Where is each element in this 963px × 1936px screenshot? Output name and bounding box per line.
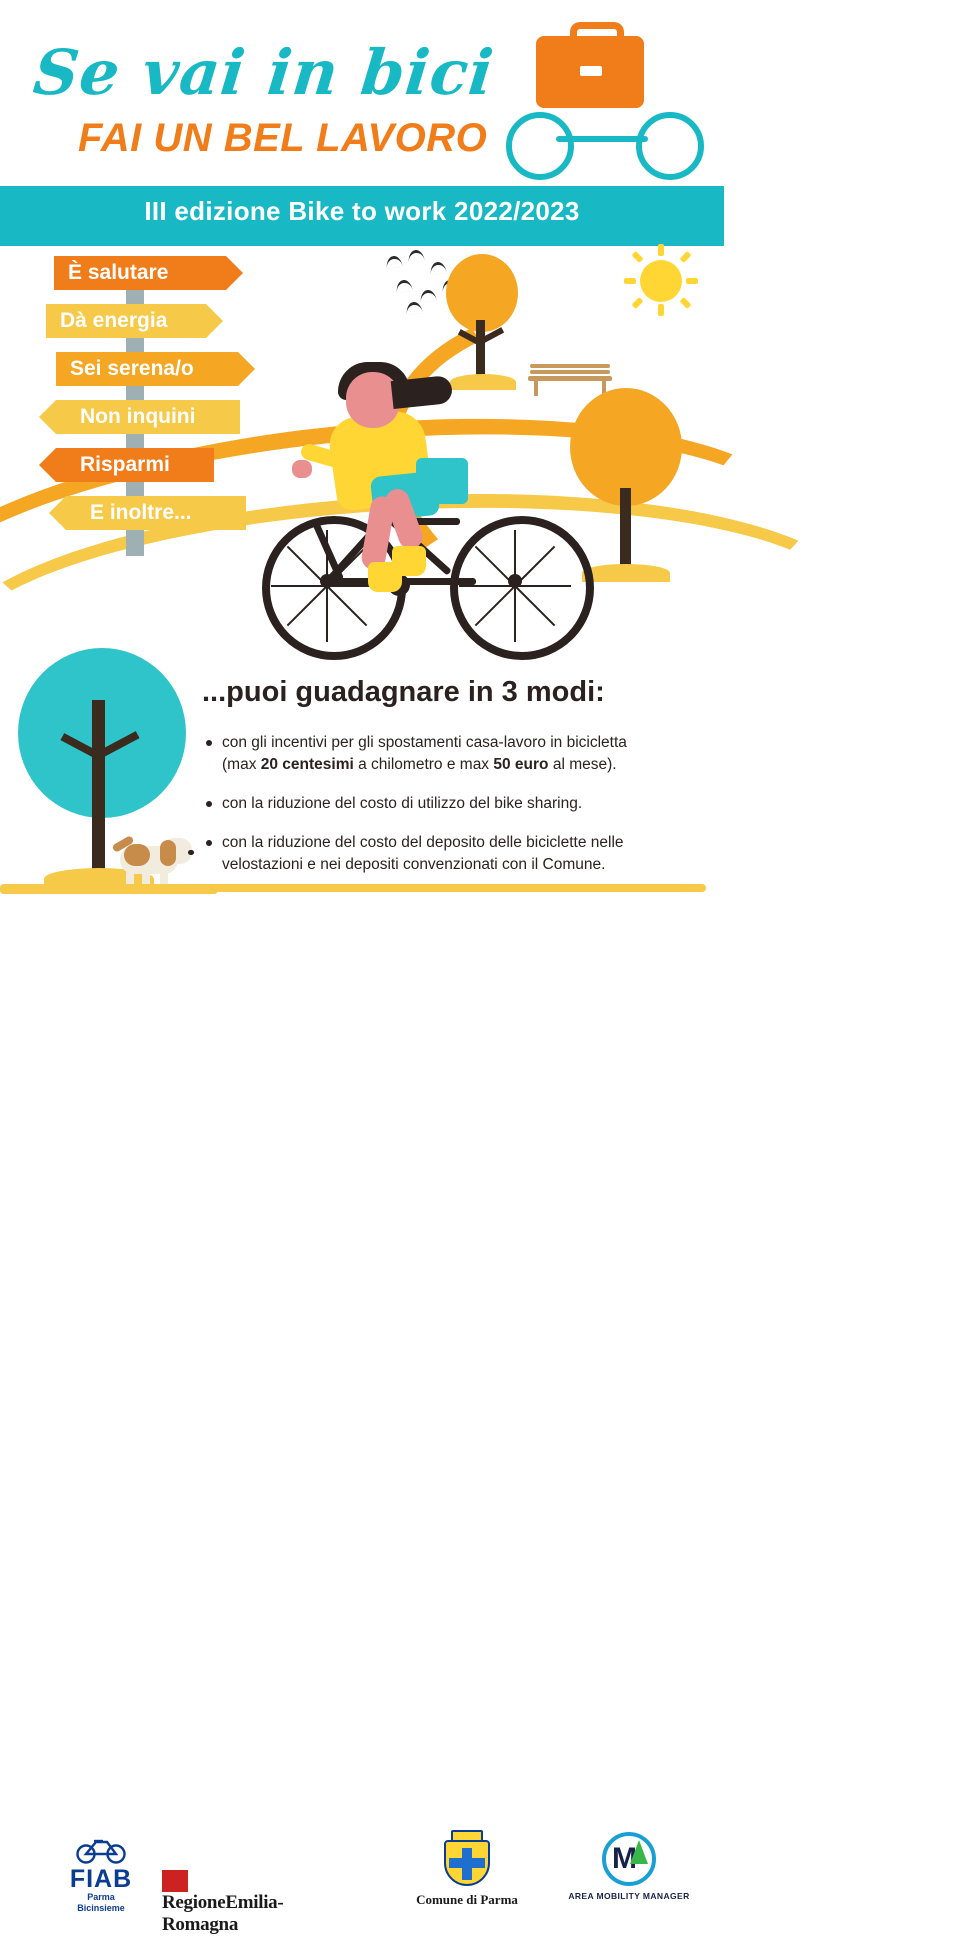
sign-item-4	[56, 448, 214, 482]
regione-flag-icon	[162, 1870, 188, 1892]
sign-item-1	[46, 304, 206, 338]
poster-header	[0, 0, 724, 186]
amm-monogram-icon: M	[602, 1832, 656, 1886]
page-subtitle: FAI UN BEL LAVORO	[78, 116, 488, 160]
benefits-list	[206, 732, 696, 893]
logo-regione-emilia-romagna	[162, 1870, 352, 1936]
amm-wordmark: AREA MOBILITY MANAGER	[568, 1891, 690, 1901]
fiab-bicycle-icon	[75, 1834, 127, 1864]
page-title: Se vai in bici	[30, 36, 498, 109]
sign-item-0	[54, 256, 226, 290]
poster-footer	[0, 912, 724, 1935]
dog-icon	[110, 832, 196, 892]
fiab-tagline: Bicinsieme	[77, 1903, 125, 1913]
signpost	[30, 248, 290, 548]
section-lead: ...puoi guadagnare in 3 modi:	[202, 676, 605, 708]
list-item: con la riduzione del costo di utilizzo del bike sharing.	[206, 793, 696, 815]
logo-fiab	[48, 1834, 154, 1914]
fiab-city: Parma	[87, 1892, 115, 1902]
regione-wordmark: RegioneEmilia-Romagna	[162, 1892, 284, 1935]
cyclist-icon	[240, 356, 600, 656]
sign-label: Risparmi	[80, 453, 170, 476]
sign-label: È salutare	[68, 261, 169, 284]
sign-label: Non inquini	[80, 405, 196, 428]
sign-item-2	[56, 352, 238, 386]
edition-band-label: III edizione Bike to work 2022/2023	[144, 196, 580, 226]
comune-wordmark: Comune di Parma	[416, 1892, 518, 1907]
logo-area-mobility-manager	[566, 1832, 692, 1901]
sign-item-3	[56, 400, 240, 434]
list-item: con la riduzione del costo del deposito delle biciclette nelle velostazioni e nei depositi convenzionati con il Comune.	[206, 832, 696, 876]
sign-label: Dà energia	[60, 309, 168, 332]
parma-crest-icon	[444, 1830, 490, 1886]
sign-label: E inoltre...	[90, 501, 192, 524]
sign-item-5	[66, 496, 246, 530]
list-item: con gli incentivi per gli spostamenti casa-lavoro in bicicletta (max 20 centesimi a chilometro e max 50 euro al mese).	[206, 732, 696, 776]
fiab-wordmark: FIAB	[69, 1865, 133, 1893]
ground-bar-left	[0, 884, 218, 894]
sign-label: Sei serena/o	[70, 357, 194, 380]
logo-comune-di-parma	[404, 1830, 530, 1908]
